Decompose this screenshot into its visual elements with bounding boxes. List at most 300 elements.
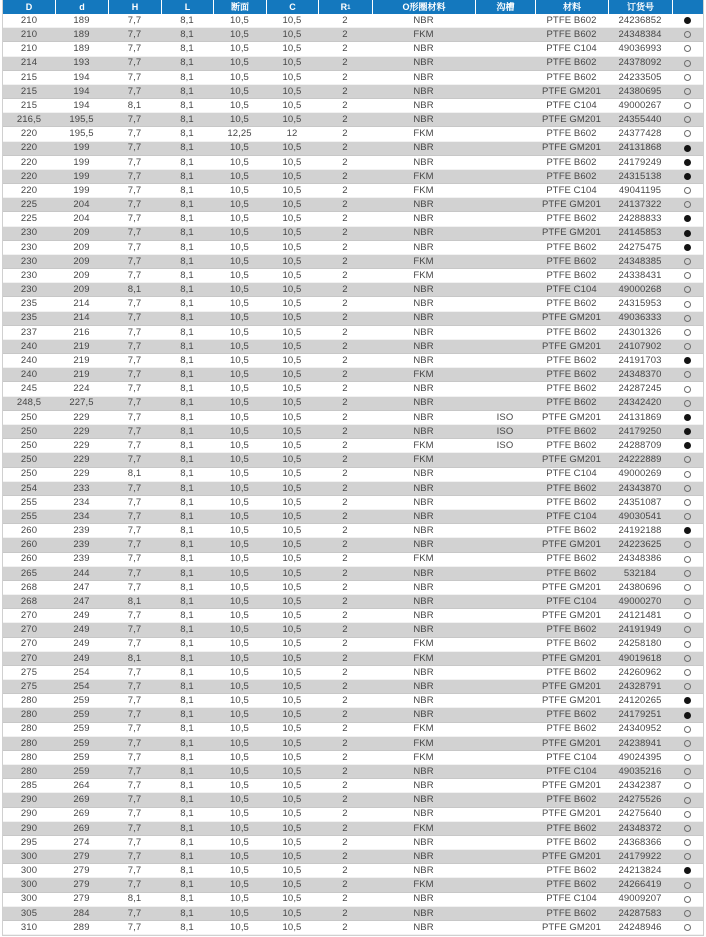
cell-stock-dot [672, 286, 703, 293]
cell-r1: 2 [342, 595, 348, 607]
cell-stock-dot [672, 839, 703, 846]
cell-stock-dot [672, 612, 703, 619]
cell-order-no: 24348370 [618, 369, 662, 381]
cell-stock-dot [672, 201, 703, 208]
cell-cross-section: 10,5 [230, 340, 249, 352]
cell-d-outer: 295 [20, 836, 38, 848]
table-row [3, 453, 703, 467]
cell-material: PTFE GM201 [541, 312, 602, 324]
cell-h: 7,7 [127, 794, 142, 806]
cell-order-no: 24275526 [618, 794, 662, 806]
cell-d-outer: 210 [20, 14, 38, 26]
cell-d-inner: 259 [73, 751, 90, 763]
cell-l: 8,1 [180, 893, 194, 905]
cell-l: 8,1 [180, 383, 194, 395]
cell-d-outer: 237 [20, 326, 38, 338]
cell-cross-section: 10,5 [230, 29, 249, 40]
table-row [3, 411, 703, 425]
cell-d-inner: 234 [73, 496, 90, 508]
cell-oring-material: NBR [413, 709, 434, 721]
cell-d-outer: 290 [20, 808, 38, 820]
cell-oring-material: NBR [413, 397, 434, 409]
cell-l: 8,1 [180, 255, 194, 267]
cell-r1: 2 [342, 269, 348, 281]
cell-cross-section: 10,5 [230, 794, 249, 806]
cell-material: PTFE GM201 [541, 85, 602, 97]
cell-stock-dot [672, 584, 703, 591]
cell-c: 10,5 [282, 71, 302, 83]
cell-d-outer: 235 [20, 312, 38, 324]
cell-c: 10,5 [282, 510, 302, 522]
cell-material: PTFE C104 [546, 184, 597, 196]
cell-oring-material: NBR [413, 326, 434, 338]
dot-empty-icon [684, 768, 691, 775]
cell-l: 8,1 [180, 510, 194, 522]
cell-oring-material: NBR [413, 354, 434, 366]
cell-cross-section: 10,5 [230, 581, 249, 593]
cell-cross-section: 10,5 [230, 680, 249, 692]
cell-cross-section: 10,5 [230, 907, 249, 919]
cell-cross-section: 10,5 [230, 695, 249, 707]
cell-stock-dot [672, 258, 703, 265]
cell-cross-section: 10,5 [230, 737, 249, 749]
cell-d-inner: 259 [73, 765, 90, 777]
cell-stock-dot [672, 159, 703, 166]
table-row [3, 113, 703, 127]
cell-oring-material: NBR [413, 496, 434, 508]
cell-d-inner: 269 [73, 808, 90, 820]
cell-stock-dot [672, 187, 703, 194]
cell-d-outer: 248,5 [16, 397, 42, 409]
cell-cross-section: 10,5 [230, 879, 249, 891]
cell-stock-dot [672, 116, 703, 123]
cell-cross-section: 10,5 [230, 227, 249, 239]
cell-h: 7,7 [127, 624, 142, 636]
cell-r1: 2 [342, 638, 348, 650]
table-row [3, 779, 703, 793]
cell-d-outer: 230 [20, 269, 38, 281]
dot-empty-icon [684, 896, 691, 903]
cell-c: 10,5 [282, 638, 302, 650]
cell-l: 8,1 [180, 369, 194, 381]
cell-d-inner: 229 [73, 468, 90, 480]
cell-c: 10,5 [282, 383, 302, 395]
cell-material: PTFE B602 [546, 14, 597, 26]
cell-order-no: 24338431 [618, 269, 662, 281]
cell-l: 8,1 [180, 780, 194, 792]
table-row [3, 723, 703, 737]
dot-empty-icon [684, 60, 691, 67]
cell-d-inner: 259 [73, 695, 90, 707]
cell-c: 10,5 [282, 397, 302, 409]
cell-d-inner: 274 [73, 836, 90, 848]
cell-l: 8,1 [180, 610, 194, 622]
table-row [3, 482, 703, 496]
cell-d-inner: 239 [73, 539, 90, 551]
cell-oring-material: NBR [413, 298, 434, 310]
cell-r1: 2 [342, 57, 348, 69]
cell-r1: 2 [342, 156, 348, 168]
cell-order-no: 24380696 [618, 581, 662, 593]
cell-d-inner: 195,5 [69, 128, 94, 140]
dot-empty-icon [684, 343, 691, 350]
cell-h: 7,7 [127, 850, 142, 862]
cell-oring-material: FKM [413, 822, 434, 834]
dot-empty-icon [684, 882, 691, 889]
cell-material: PTFE GM201 [541, 737, 602, 749]
cell-h: 7,7 [127, 241, 142, 253]
cell-d-inner: 209 [73, 284, 90, 296]
cell-oring-material: FKM [413, 184, 434, 196]
cell-material: PTFE C104 [546, 893, 597, 905]
cell-r1: 2 [342, 553, 348, 565]
table-row [3, 156, 703, 170]
cell-l: 8,1 [180, 397, 194, 409]
cell-l: 8,1 [180, 156, 194, 168]
cell-l: 8,1 [180, 595, 194, 607]
cell-l: 8,1 [180, 666, 194, 678]
cell-oring-material: FKM [413, 454, 434, 466]
cell-r1: 2 [342, 822, 348, 834]
cell-order-no: 24260962 [618, 666, 662, 678]
cell-oring-material: NBR [413, 865, 434, 877]
cell-order-no: 24266419 [618, 879, 662, 891]
cell-r1: 2 [342, 921, 348, 933]
cell-h: 7,7 [127, 383, 142, 395]
cell-material: PTFE GM201 [541, 850, 602, 862]
cell-d-inner: 219 [73, 340, 90, 352]
cell-d-inner: 209 [73, 269, 90, 281]
cell-cross-section: 10,5 [230, 241, 249, 253]
column-header-oring-material: O形圈材料 [372, 0, 475, 14]
cell-l: 8,1 [180, 879, 194, 891]
cell-r1: 2 [342, 765, 348, 777]
cell-material: PTFE GM201 [541, 808, 602, 820]
cell-l: 8,1 [180, 553, 194, 565]
cell-h: 8,1 [127, 99, 142, 111]
cell-order-no: 24315953 [618, 298, 662, 310]
column-header-groove: 沟槽 [475, 0, 535, 14]
cell-h: 7,7 [127, 879, 142, 891]
cell-cross-section: 10,5 [230, 482, 249, 494]
cell-material: PTFE GM201 [541, 652, 602, 664]
cell-oring-material: NBR [413, 71, 434, 83]
cell-h: 7,7 [127, 213, 142, 225]
cell-cross-section: 10,5 [230, 184, 249, 196]
cell-material: PTFE B602 [546, 326, 597, 338]
cell-stock-dot [672, 45, 703, 52]
table-row [3, 227, 703, 241]
cell-cross-section: 10,5 [230, 369, 249, 381]
cell-c: 10,5 [282, 836, 302, 848]
cell-d-outer: 300 [20, 879, 38, 891]
cell-c: 10,5 [282, 865, 302, 877]
cell-h: 7,7 [127, 836, 142, 848]
cell-h: 7,7 [127, 43, 142, 55]
cell-r1: 2 [342, 227, 348, 239]
cell-cross-section: 10,5 [230, 57, 249, 69]
cell-h: 7,7 [127, 369, 142, 381]
cell-oring-material: FKM [413, 879, 434, 891]
cell-oring-material: NBR [413, 893, 434, 905]
cell-d-outer: 215 [20, 85, 38, 97]
cell-l: 8,1 [180, 695, 194, 707]
cell-c: 10,5 [282, 695, 302, 707]
dot-empty-icon [684, 811, 691, 818]
cell-r1: 2 [342, 383, 348, 395]
cell-cross-section: 10,5 [230, 284, 249, 296]
cell-cross-section: 10,5 [230, 780, 249, 792]
cell-oring-material: FKM [413, 737, 434, 749]
cell-h: 7,7 [127, 780, 142, 792]
cell-c: 10,5 [282, 907, 302, 919]
cell-l: 8,1 [180, 751, 194, 763]
cell-d-inner: 229 [73, 411, 90, 423]
cell-d-inner: 284 [73, 907, 90, 919]
cell-order-no: 24301326 [618, 326, 662, 338]
cell-oring-material: NBR [413, 482, 434, 494]
cell-cross-section: 10,5 [230, 156, 249, 168]
cell-c: 10,5 [282, 29, 302, 40]
cell-oring-material: NBR [413, 794, 434, 806]
cell-d-outer: 270 [20, 610, 38, 622]
cell-d-outer: 225 [20, 213, 38, 225]
dot-empty-icon [684, 258, 691, 265]
table-row [3, 255, 703, 269]
table-row [3, 439, 703, 453]
table-row [3, 581, 703, 595]
cell-material: PTFE GM201 [541, 780, 602, 792]
cell-h: 7,7 [127, 496, 142, 508]
cell-order-no: 24355440 [618, 114, 662, 126]
cell-r1: 2 [342, 85, 348, 97]
cell-l: 8,1 [180, 525, 194, 537]
cell-order-no: 24179251 [618, 709, 662, 721]
column-header-subscript: 1 [347, 5, 351, 11]
cell-stock-dot [672, 669, 703, 676]
cell-order-no: 24275640 [618, 808, 662, 820]
dot-empty-icon [684, 556, 691, 563]
cell-d-inner: 249 [73, 638, 90, 650]
table-row [3, 921, 703, 935]
table-row [3, 680, 703, 694]
table-row [3, 666, 703, 680]
cell-c: 10,5 [282, 227, 302, 239]
cell-oring-material: NBR [413, 610, 434, 622]
cell-oring-material: NBR [413, 680, 434, 692]
cell-material: PTFE GM201 [541, 142, 602, 154]
cell-c: 10,5 [282, 14, 302, 26]
cell-material: PTFE C104 [546, 468, 597, 480]
cell-material: PTFE GM201 [541, 411, 602, 423]
cell-order-no: 24107902 [618, 340, 662, 352]
cell-material: PTFE C104 [546, 595, 597, 607]
cell-cross-section: 10,5 [230, 170, 249, 182]
table-row [3, 652, 703, 666]
cell-material: PTFE GM201 [541, 340, 602, 352]
cell-cross-section: 10,5 [230, 624, 249, 636]
cell-stock-dot [672, 414, 703, 421]
cell-cross-section: 10,5 [230, 765, 249, 777]
cell-oring-material: NBR [413, 85, 434, 97]
cell-d-outer: 220 [20, 142, 38, 154]
cell-h: 7,7 [127, 581, 142, 593]
cell-r1: 2 [342, 794, 348, 806]
cell-r1: 2 [342, 454, 348, 466]
cell-cross-section: 10,5 [230, 269, 249, 281]
table-row [3, 42, 703, 56]
cell-l: 8,1 [180, 836, 194, 848]
cell-cross-section: 10,5 [230, 836, 249, 848]
dot-filled-icon [684, 867, 691, 874]
cell-material: PTFE B602 [546, 482, 597, 494]
cell-oring-material: NBR [413, 411, 434, 423]
table-row [3, 184, 703, 198]
cell-cross-section: 10,5 [230, 610, 249, 622]
cell-stock-dot [672, 867, 703, 874]
cell-c: 10,5 [282, 284, 302, 296]
cell-cross-section: 10,5 [230, 43, 249, 55]
cell-r1: 2 [342, 397, 348, 409]
cell-stock-dot [672, 301, 703, 308]
cell-h: 7,7 [127, 723, 142, 735]
cell-l: 8,1 [180, 85, 194, 97]
dot-empty-icon [684, 400, 691, 407]
cell-l: 8,1 [180, 241, 194, 253]
cell-l: 8,1 [180, 71, 194, 83]
cell-cross-section: 10,5 [230, 383, 249, 395]
table-body [3, 14, 703, 935]
dot-filled-icon [684, 244, 691, 251]
cell-stock-dot [672, 244, 703, 251]
cell-h: 7,7 [127, 638, 142, 650]
dot-filled-icon [684, 414, 691, 421]
cell-l: 8,1 [180, 921, 194, 933]
cell-h: 7,7 [127, 184, 142, 196]
cell-d-outer: 235 [20, 298, 38, 310]
cell-d-outer: 220 [20, 184, 38, 196]
cell-material: PTFE B602 [546, 241, 597, 253]
cell-d-outer: 240 [20, 369, 38, 381]
cell-d-inner: 249 [73, 652, 90, 664]
cell-stock-dot [672, 485, 703, 492]
cell-d-inner: 259 [73, 723, 90, 735]
cell-r1: 2 [342, 808, 348, 820]
cell-r1: 2 [342, 836, 348, 848]
cell-h: 7,7 [127, 482, 142, 494]
cell-order-no: 24380695 [618, 85, 662, 97]
cell-order-no: 24343870 [618, 482, 662, 494]
table-row [3, 708, 703, 722]
cell-l: 8,1 [180, 354, 194, 366]
cell-d-inner: 219 [73, 354, 90, 366]
cell-d-outer: 220 [20, 170, 38, 182]
cell-order-no: 532184 [623, 567, 657, 579]
cell-order-no: 24288833 [618, 213, 662, 225]
cell-r1: 2 [342, 680, 348, 692]
cell-c: 10,5 [282, 666, 302, 678]
cell-material: PTFE B602 [546, 269, 597, 281]
cell-material: PTFE B602 [546, 567, 597, 579]
cell-d-outer: 230 [20, 284, 38, 296]
cell-material: PTFE GM201 [541, 921, 602, 933]
cell-d-inner: 249 [73, 624, 90, 636]
cell-r1: 2 [342, 241, 348, 253]
cell-r1: 2 [342, 652, 348, 664]
cell-r1: 2 [342, 850, 348, 862]
table-row [3, 850, 703, 864]
dot-empty-icon [684, 910, 691, 917]
dot-empty-icon [684, 116, 691, 123]
cell-stock-dot [672, 272, 703, 279]
cell-d-outer: 280 [20, 709, 38, 721]
cell-order-no: 24348385 [618, 255, 662, 267]
cell-r1: 2 [342, 666, 348, 678]
cell-c: 10,5 [282, 241, 302, 253]
cell-d-outer: 250 [20, 468, 38, 480]
cell-cross-section: 10,5 [230, 921, 249, 933]
cell-h: 8,1 [127, 468, 142, 480]
cell-c: 10,5 [282, 326, 302, 338]
cell-d-outer: 254 [20, 482, 38, 494]
cell-stock-dot [672, 641, 703, 648]
dot-empty-icon [684, 329, 691, 336]
cell-order-no: 49041195 [618, 184, 662, 196]
cell-oring-material: NBR [413, 567, 434, 579]
cell-d-outer: 230 [20, 227, 38, 239]
table-header [3, 0, 703, 14]
cell-d-inner: 189 [73, 14, 90, 26]
cell-d-outer: 255 [20, 496, 38, 508]
cell-l: 8,1 [180, 652, 194, 664]
cell-material: PTFE GM201 [541, 680, 602, 692]
table-row [3, 694, 703, 708]
cell-h: 7,7 [127, 326, 142, 338]
cell-material: PTFE B602 [546, 29, 597, 40]
cell-d-outer: 215 [20, 99, 38, 111]
cell-r1: 2 [342, 893, 348, 905]
cell-d-inner: 229 [73, 454, 90, 466]
cell-d-inner: 254 [73, 666, 90, 678]
cell-d-inner: 194 [73, 99, 90, 111]
cell-d-inner: 199 [73, 184, 90, 196]
dot-empty-icon [684, 301, 691, 308]
cell-c: 10,5 [282, 43, 302, 55]
table-row [3, 864, 703, 878]
cell-d-inner: 214 [73, 298, 90, 310]
cell-cross-section: 10,5 [230, 496, 249, 508]
cell-stock-dot [672, 740, 703, 747]
cell-d-inner: 189 [73, 43, 90, 55]
cell-d-inner: 199 [73, 142, 90, 154]
cell-l: 8,1 [180, 142, 194, 154]
cell-stock-dot [672, 471, 703, 478]
cell-l: 8,1 [180, 199, 194, 211]
cell-c: 10,5 [282, 340, 302, 352]
cell-c: 10,5 [282, 567, 302, 579]
cell-material: PTFE GM201 [541, 454, 602, 466]
cell-stock-dot [672, 655, 703, 662]
cell-r1: 2 [342, 213, 348, 225]
cell-c: 10,5 [282, 213, 302, 225]
cell-oring-material: NBR [413, 142, 434, 154]
cell-l: 8,1 [180, 709, 194, 721]
cell-c: 10,5 [282, 312, 302, 324]
cell-d-outer: 260 [20, 525, 38, 537]
cell-stock-dot [672, 556, 703, 563]
cell-oring-material: NBR [413, 227, 434, 239]
cell-l: 8,1 [180, 822, 194, 834]
